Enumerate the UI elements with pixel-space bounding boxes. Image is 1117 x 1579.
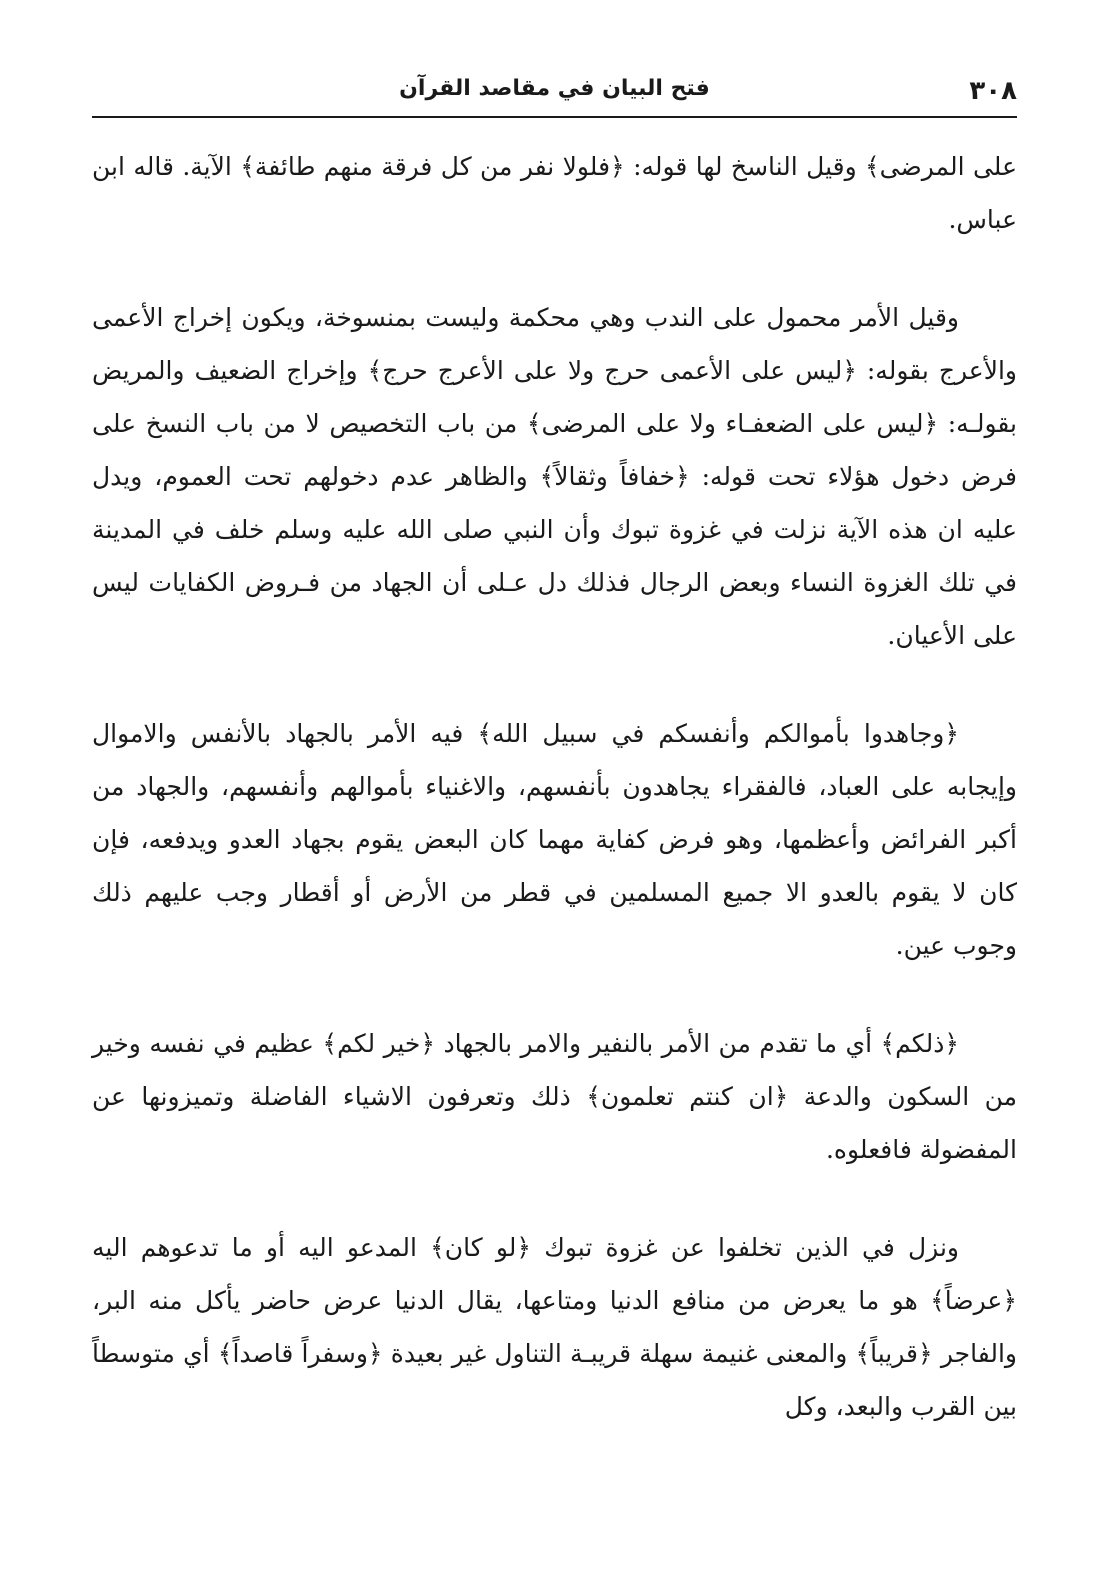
paragraph-3: ﴿وجاهدوا بأموالكم وأنفسكم في سبيل الله﴾ فيه الأمر بالجهاد بالأنفس والاموال وإيجابه على العباد، فالفقراء يجاهدون بأنفسهم، والاغنياء بأموالهم وأنفسهم، والجهاد من أكبر الفرائض وأعظمها، وهو فرض كفاية مهما كان البعض يقوم بجهاد العدو ويدفعه، فإن كان لا يقوم بالعدو الا جميع المسلمين في قطر من الأرض أو أقطار وجب عليهم ذلك وجوب عين. xyxy=(92,719,1017,960)
body-text xyxy=(92,140,1017,1433)
paragraph-5: ونزل في الذين تخلفوا عن غزوة تبوك ﴿لو كان﴾ المدعو اليه أو ما تدعوهم اليه ﴿عرضاً﴾ هو ما يعرض من منافع الدنيا ومتاعها، يقال الدنيا عرض حاضر يأكل منه البر، والفاجر ﴿قريباً﴾ والمعنى غنيمة سهلة قريبـة التناول غير بعيدة ﴿وسفراً قاصداً﴾ أي متوسطاً بين القرب والبعد، وكل xyxy=(92,1233,1017,1421)
paragraph-1: على المرضى﴾ وقيل الناسخ لها قوله: ﴿فلولا نفر من كل فرقة منهم طائفة﴾ الآية. قاله ابن عباس. xyxy=(92,152,1017,234)
page-header xyxy=(92,70,1017,118)
page-number: ٣٠٨ xyxy=(969,76,1017,106)
paragraph-2: وقيل الأمر محمول على الندب وهي محكمة وليست بمنسوخة، ويكون إخراج الأعمى والأعرج بقوله: ﴿ليس على الأعمى حرج ولا على الأعرج حرج﴾ وإخراج الضعيف والمريض بقولـه: ﴿ليس على الضعفـاء ولا على المرضى﴾ من باب التخصيص لا من باب النسخ على فرض دخول هؤلاء تحت قوله: ﴿خفافاً وثقالاً﴾ والظاهر عدم دخولهم تحت العموم، ويدل عليه ان هذه الآية نزلت في غزوة تبوك وأن النبي صلى الله عليه وسلم خلف في المدينة في تلك الغزوة النساء وبعض الرجال فذلك دل عـلى أن الجهاد من فـروض الكفايات ليس على الأعيان. xyxy=(92,303,1017,650)
paragraph-4: ﴿ذلكم﴾ أي ما تقدم من الأمر بالنفير والامر بالجهاد ﴿خير لكم﴾ عظيم في نفسه وخير من السكون والدعة ﴿ان كنتم تعلمون﴾ ذلك وتعرفون الاشياء الفاضلة وتميزونها عن المفضولة فافعلوه. xyxy=(92,1029,1017,1164)
running-title: فتح البيان في مقاصد القرآن xyxy=(399,76,710,101)
